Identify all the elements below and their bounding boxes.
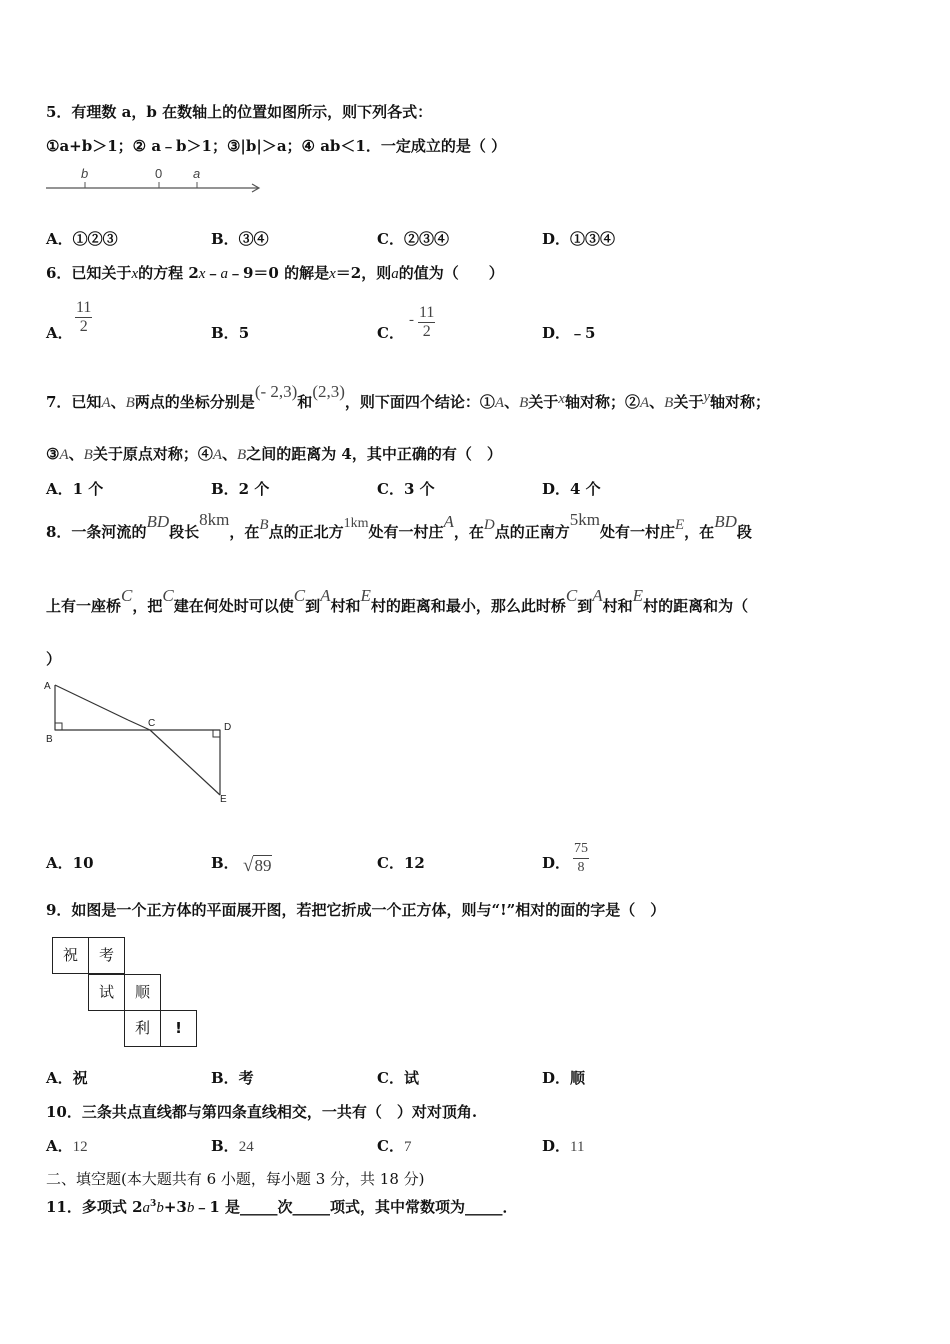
q6-option-b[interactable]: B．5 [211,324,250,342]
cube-face-zhu: 祝 [52,937,89,974]
q5-option-a[interactable]: A．①②③ [46,230,118,248]
q8-option-d-fraction: $\frac{75}{8}$ [574,841,588,875]
q8-line2: 上有一座桥C，把C建在何处时可以使C到A村和E村的距离和最小，那么此时桥C到A村和E村的距离和为（ [46,586,749,615]
q7-option-b[interactable]: B．2 个 [211,480,270,498]
cube-face-li: 利 [124,1010,161,1047]
cube-face-shun: 顺 [124,974,161,1011]
q7-line1: 7．已知A、B两点的坐标分别是(- 2,3)和(2,3)，则下面四个结论：①A、B关于x轴对称；②A、B关于y轴对称； [46,382,771,411]
q9-stem: 9．如图是一个正方体的平面展开图，若把它折成一个正方体，则与“!”相对的面的字是（ ） [46,901,666,919]
q9-option-c[interactable]: C．试 [377,1069,419,1087]
q10-stem: 10．三条共点直线都与第四条直线相交，一共有（ ）对对顶角. [46,1103,478,1121]
q6-option-a[interactable]: A． [46,324,73,342]
axis-label-zero: 0 [155,166,163,181]
q9-option-d[interactable]: D．顺 [542,1069,586,1087]
q8-option-c[interactable]: C．12 [377,854,425,872]
q5-conditions: ①a+b＞1；② a﹣b＞1；③|b|＞a；④ ab＜1．一定成立的是（ ） [46,137,507,155]
axis-label-a: a [193,166,201,181]
q8-figure [40,675,240,807]
q11-blank-constant[interactable]: _____ [465,1198,503,1216]
q7-option-c[interactable]: C．3 个 [377,480,435,498]
q10-option-d[interactable]: D．11 [542,1137,585,1155]
q8-option-a[interactable]: A．10 [46,854,94,872]
cube-face-exclaim: ! [160,1010,197,1047]
q8-option-d[interactable]: D． [542,854,571,872]
fig-label-c: C [148,718,156,729]
q11-stem: 11．多项式 $2a^3b+3b﹣1$ 是_____次_____项式，其中常数项为_____． [46,1198,518,1216]
q5-option-b[interactable]: B．③④ [211,230,269,248]
q5-option-d[interactable]: D．①③④ [542,230,616,248]
q5-number-line [40,163,270,195]
cube-face-kao: 考 [88,937,125,974]
q10-option-c[interactable]: C．7 [377,1137,412,1155]
q6-option-d[interactable]: D．﹣5 [542,324,596,342]
q10-option-a[interactable]: A．12 [46,1137,88,1155]
q7-line2: ③A、B关于原点对称；④A、B之间的距离为 4，其中正确的有（ ） [46,445,502,463]
section-heading-fill-in: 二、填空题(本大题共有 6 小题，每小题 3 分，共 18 分) [46,1170,425,1188]
fig-label-b: B [46,734,53,745]
q11-blank-degree[interactable]: _____ [240,1198,278,1216]
q6-option-a-fraction: $\frac{11}{2}$ [76,299,92,335]
fig-label-d: D [224,722,232,733]
q8-option-b[interactable]: B． [211,854,239,872]
q8-line1: 8．一条河流的BD段长8km，在B点的正北方1km处有一村庄A，在D点的正南方5km处有一村庄E，在BD段 [46,510,752,541]
q6-stem: 6．已知关于x的方程 2x﹣a﹣9＝0 的解是x＝2，则a的值为（ ） [46,264,504,282]
q7-option-a[interactable]: A．1 个 [46,480,104,498]
q7-option-d[interactable]: D．4 个 [542,480,601,498]
q8-line3: ） [46,650,62,668]
axis-label-b: b [81,166,89,181]
q9-option-b[interactable]: B．考 [211,1069,254,1087]
fig-label-e: E [220,794,227,805]
q5-option-c[interactable]: C．②③④ [377,230,449,248]
q8-option-b-sqrt: √89 [243,855,272,876]
q6-option-c[interactable]: C． [377,324,404,342]
q5-stem: 5．有理数 a，b 在数轴上的位置如图所示，则下列各式： [46,103,433,121]
q6-option-c-fraction: $\frac{11}{2}$ [419,304,435,340]
fig-label-a: A [44,681,51,692]
cube-face-shi: 试 [88,974,125,1011]
q9-option-a[interactable]: A．祝 [46,1069,88,1087]
q11-blank-terms[interactable]: _____ [292,1198,331,1216]
q10-option-b[interactable]: B．24 [211,1137,254,1155]
q6-option-c-sign: - [409,312,414,328]
